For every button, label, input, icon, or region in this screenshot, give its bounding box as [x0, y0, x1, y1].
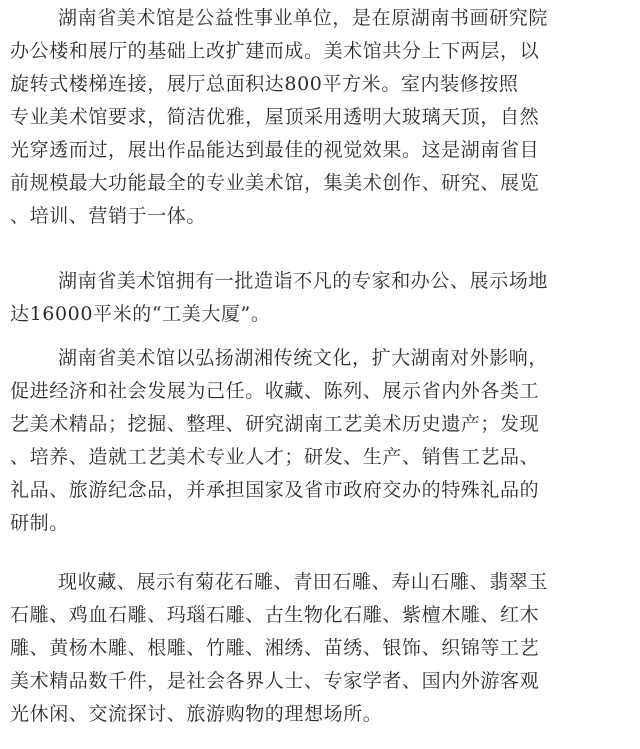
paragraph-line: 研制。 — [10, 512, 69, 534]
paragraph-line: 、培训、营销于一体。 — [10, 205, 207, 227]
paragraph-museum-overview — [10, 2, 635, 233]
paragraph-experts-and-venue — [10, 265, 635, 331]
paragraph-line: 艺美术精品；挖掘、整理、研究湖南工艺美术历史遗产；发现 — [10, 413, 540, 435]
paragraph-line: 、培养、造就工艺美术专业人才；研发、生产、销售工艺品、 — [10, 446, 540, 468]
paragraph-line: 办公楼和展厅的基础上改扩建而成。美术馆共分上下两层，以 — [10, 40, 540, 62]
paragraph-line: 专业美术馆要求，简洁优雅，屋顶采用透明大玻璃天顶，自然 — [10, 106, 540, 128]
paragraph-line: 石雕、鸡血石雕、玛瑙石雕、古生物化石雕、紫檀木雕、红木 — [10, 604, 540, 626]
paragraph-mission — [10, 342, 635, 540]
paragraph-line: 光穿透而过，展出作品能达到最佳的视觉效果。这是湖南省目 — [10, 139, 540, 161]
paragraph-line: 美术精品数千件，是社会各界人士、专家学者、国内外游客观 — [10, 670, 540, 692]
paragraph-line: 达16000平米的“工美大厦”。 — [10, 303, 271, 325]
paragraph-line: 光休闲、交流探讨、旅游购物的理想场所。 — [10, 703, 383, 725]
paragraph-line: 雕、黄杨木雕、根雕、竹雕、湘绣、苗绣、银饰、织锦等工艺 — [10, 637, 540, 659]
paragraph-line: 前规模最大功能最全的专业美术馆，集美术创作、研究、展览 — [10, 172, 540, 194]
paragraph-line: 礼品、旅游纪念品，并承担国家及省市政府交办的特殊礼品的 — [10, 479, 540, 501]
paragraph-line: 湖南省美术馆拥有一批造诣不凡的专家和办公、展示场地 — [58, 270, 549, 292]
paragraph-line: 湖南省美术馆以弘扬湖湘传统文化，扩大湖南对外影响， — [58, 347, 549, 369]
paragraph-line: 现收藏、展示有菊花石雕、青田石雕、寿山石雕、翡翠玉 — [58, 571, 549, 593]
paragraph-line: 湖南省美术馆是公益性事业单位，是在原湖南书画研究院 — [58, 7, 549, 29]
paragraph-line: 促进经济和社会发展为己任。收藏、陈列、展示省内外各类工 — [10, 380, 540, 402]
paragraph-collections — [10, 566, 635, 731]
paragraph-line: 旋转式楼梯连接，展厅总面积达800平方米。室内装修按照 — [10, 73, 519, 95]
